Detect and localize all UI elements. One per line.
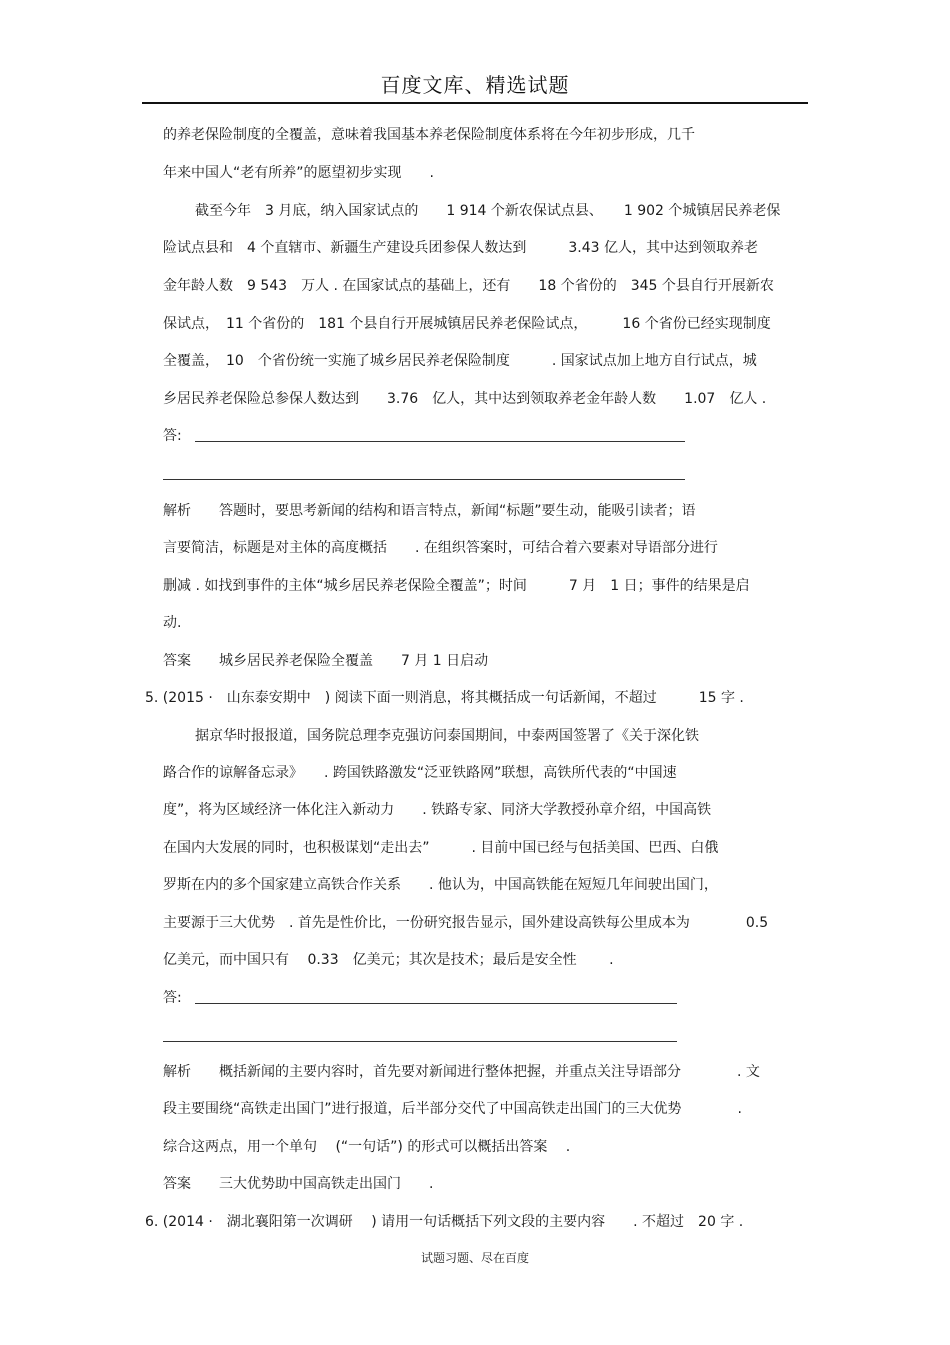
question-heading: 6. (2014 · 湖北襄阳第一次调研 ) 请用一句话概括下列文段的主要内容 . 不超过 20 字 . bbox=[145, 1214, 744, 1230]
text-line: 的养老保险制度的全覆盖，意味着我国基本养老保险制度体系将在今年初步形成，几千 bbox=[163, 127, 695, 143]
text-line: 答案 三大优势助中国高铁走出国门 . bbox=[163, 1176, 434, 1192]
page-header bbox=[142, 70, 808, 104]
text-line: 解析 概括新闻的主要内容时，首先要对新闻进行整体把握，并重点关注导语部分 . 文 bbox=[163, 1064, 760, 1080]
question-heading: 5. (2015 · 山东泰安期中 ) 阅读下面一则消息，将其概括成一句话新闻，不超过 15 字 . bbox=[145, 690, 744, 706]
text-line: 乡居民养老保险总参保人数达到 3.76 亿人，其中达到领取养老金年龄人数 1.07 亿人 . bbox=[163, 391, 767, 407]
text-line: 段主要围绕“高铁走出国门”进行报道，后半部分交代了中国高铁走出国门的三大优势 . bbox=[163, 1101, 742, 1117]
text-line: 亿美元，而中国只有 0.33 亿美元；其次是技术；最后是安全性 . bbox=[163, 952, 614, 968]
text-line: 路合作的谅解备忘录》 . 跨国铁路激发“泛亚铁路网”联想，高铁所代表的“中国速 bbox=[163, 765, 677, 781]
page-footer: 试题习题、尽在百度 bbox=[420, 1251, 529, 1265]
answer-blank-line[interactable] bbox=[195, 1003, 677, 1004]
text-line: 全覆盖， 10 个省份统一实施了城乡居民养老保险制度 . 国家试点加上地方自行试点，城 bbox=[163, 353, 757, 369]
text-line: 解析 答题时，要思考新闻的结构和语言特点，新闻“标题”要生动，能吸引读者；语 bbox=[163, 503, 696, 519]
text-line: 年来中国人“老有所养”的愿望初步实现 . bbox=[163, 165, 434, 181]
header-title: 百度文库、精选试题 bbox=[380, 73, 570, 97]
answer-blank-line[interactable] bbox=[163, 479, 685, 480]
text-line: 言要简洁，标题是对主体的高度概括 . 在组织答案时，可结合着六要素对导语部分进行 bbox=[163, 540, 718, 556]
text-line: 动. bbox=[163, 615, 182, 631]
text-line: 度”，将为区域经济一体化注入新动力 . 铁路专家、同济大学教授孙章介绍，中国高铁 bbox=[163, 802, 712, 818]
text-line: 保试点， 11 个省份的 181 个县自行开展城镇居民养老保险试点， 16 个省份已经实现制度 bbox=[163, 316, 771, 332]
text-line: 截至今年 3 月底，纳入国家试点的 1 914 个新农保试点县、 1 902 个城镇居民养老保 bbox=[195, 203, 781, 219]
text-line: 险试点县和 4 个直辖市、新疆生产建设兵团参保人数达到 3.43 亿人，其中达到领取养老 bbox=[163, 240, 758, 256]
text-line: 删减 . 如找到事件的主体“城乡居民养老保险全覆盖”；时间 7 月 1 日；事件的结果是启 bbox=[163, 578, 750, 594]
text-line: 在国内大发展的同时，也积极谋划“走出去” . 目前中国已经与包括美国、巴西、白俄 bbox=[163, 840, 719, 856]
text-line: 综合这两点，用一个单句 (“一句话”) 的形式可以概括出答案 . bbox=[163, 1139, 571, 1155]
text-line: 金年龄人数 9 543 万人 . 在国家试点的基础上，还有 18 个省份的 345 个县自行开展新农 bbox=[163, 278, 774, 294]
answer-blank-line[interactable] bbox=[163, 1041, 677, 1042]
answer-label: 答: bbox=[163, 990, 182, 1006]
answer-label: 答: bbox=[163, 428, 182, 444]
text-line: 主要源于三大优势 . 首先是性价比，一份研究报告显示，国外建设高铁每公里成本为 0.5 bbox=[163, 915, 769, 931]
text-line: 答案 城乡居民养老保险全覆盖 7 月 1 日启动 bbox=[163, 653, 489, 669]
text-line: 据京华时报报道，国务院总理李克强访问泰国期间，中泰两国签署了《关于深化铁 bbox=[195, 728, 699, 744]
answer-blank-line[interactable] bbox=[195, 441, 685, 442]
text-line: 罗斯在内的多个国家建立高铁合作关系 . 他认为，中国高铁能在短短几年间驶出国门， bbox=[163, 877, 718, 893]
